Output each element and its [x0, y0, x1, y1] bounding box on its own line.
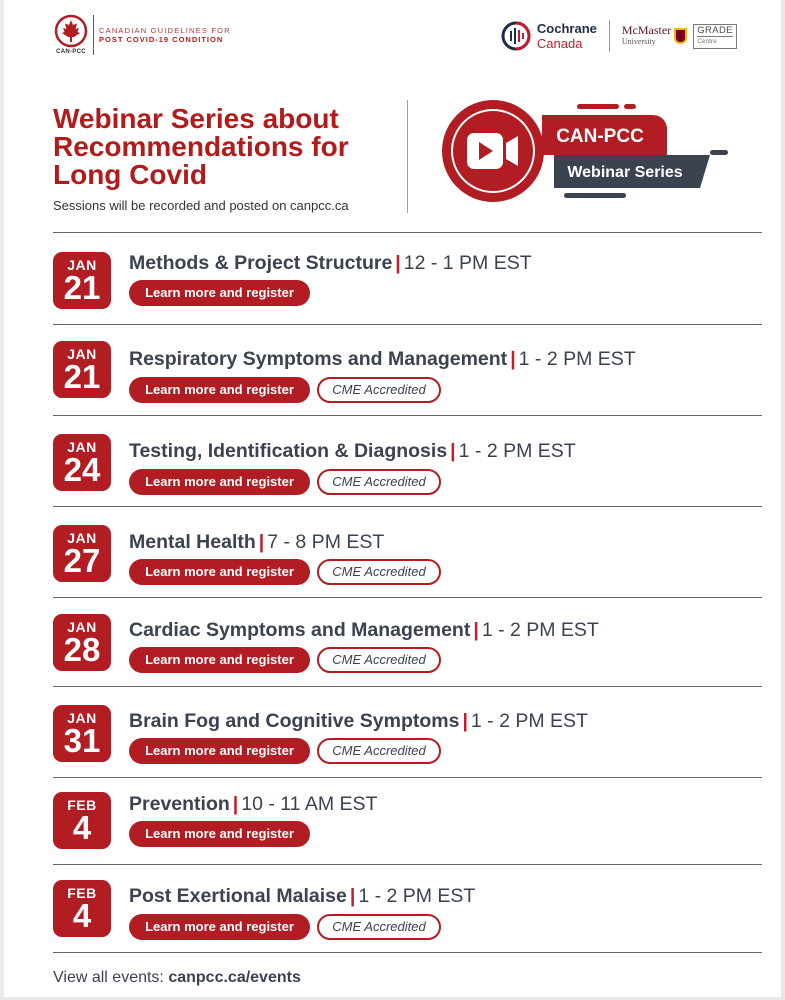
divider-line — [53, 232, 762, 233]
canpcc-logo — [52, 14, 231, 55]
date-month: JAN — [67, 619, 97, 635]
register-button[interactable]: Learn more and register — [129, 647, 310, 673]
badge-deco-line — [564, 193, 626, 198]
date-badge — [53, 705, 111, 762]
cochrane-icon — [501, 21, 531, 51]
session-name: Testing, Identification & Diagnosis — [129, 440, 448, 462]
session-title — [129, 885, 475, 908]
grade-centre-label: Centre — [697, 36, 733, 47]
date-badge — [53, 792, 111, 849]
session-title — [129, 793, 377, 816]
register-button[interactable]: Learn more and register — [129, 559, 310, 585]
date-day: 27 — [63, 542, 101, 579]
title-separator: | — [450, 440, 456, 462]
date-month: JAN — [67, 346, 97, 362]
date-month: JAN — [67, 257, 97, 273]
register-button[interactable]: Learn more and register — [129, 280, 310, 306]
date-day: 28 — [63, 631, 101, 668]
partner-logos — [501, 20, 737, 52]
hero-divider — [407, 100, 408, 213]
session-time: 1 - 2 PM EST — [470, 710, 588, 732]
date-day: 21 — [63, 269, 101, 306]
partner-divider — [609, 20, 610, 52]
session-name: Cardiac Symptoms and Management — [129, 619, 471, 641]
grade-centre-logo — [693, 24, 737, 49]
date-badge — [53, 434, 111, 491]
cme-accredited-badge: CME Accredited — [317, 914, 441, 940]
grade-label: GRADE — [697, 24, 733, 36]
session-title — [129, 252, 532, 275]
badge-top-text: CAN-PCC — [556, 126, 644, 147]
cme-accredited-badge: CME Accredited — [317, 738, 441, 764]
session-name: Methods & Project Structure — [129, 252, 393, 274]
session-time: 1 - 2 PM EST — [358, 885, 476, 907]
cme-accredited-badge: CME Accredited — [317, 377, 441, 403]
badge-deco-line — [710, 150, 728, 155]
badge-deco-line — [624, 104, 636, 109]
cme-accredited-badge: CME Accredited — [317, 469, 441, 495]
date-month: JAN — [67, 439, 97, 455]
divider-line — [53, 864, 762, 865]
date-badge — [53, 614, 111, 671]
session-title — [129, 531, 384, 554]
divider-line — [53, 686, 762, 687]
divider-line — [53, 777, 762, 778]
register-button[interactable]: Learn more and register — [129, 377, 310, 403]
date-month: JAN — [67, 710, 97, 726]
session-time: 10 - 11 AM EST — [241, 793, 378, 815]
title-separator: | — [232, 793, 239, 815]
session-time: 7 - 8 PM EST — [267, 531, 385, 553]
page — [4, 0, 781, 997]
mcmaster-name: McMaster — [621, 23, 672, 37]
cochrane-country: Canada — [536, 36, 583, 51]
canpcc-abbr: CAN-PCC — [56, 49, 86, 55]
session-name: Brain Fog and Cognitive Symptoms — [129, 710, 460, 732]
mcmaster-shield-icon — [674, 28, 687, 44]
session-name: Prevention — [129, 793, 230, 815]
register-button[interactable]: Learn more and register — [129, 469, 310, 495]
divider-line — [53, 324, 762, 325]
date-badge — [53, 880, 111, 937]
register-button[interactable]: Learn more and register — [129, 914, 310, 940]
date-month: JAN — [67, 530, 97, 546]
title-separator: | — [258, 531, 265, 553]
session-time: 1 - 2 PM EST — [518, 348, 636, 370]
cochrane-name: Cochrane — [536, 21, 597, 36]
date-day: 4 — [72, 809, 92, 846]
session-time: 1 - 2 PM EST — [481, 619, 599, 641]
session-name: Respiratory Symptoms and Management — [129, 348, 508, 370]
events-link[interactable]: canpcc.ca/events — [168, 969, 301, 986]
org-name-line1: CANADIAN GUIDELINES FOR — [99, 25, 231, 35]
footer-label: View all events: — [53, 969, 164, 986]
session-title — [129, 348, 636, 371]
cme-accredited-badge: CME Accredited — [317, 559, 441, 585]
session-title — [129, 619, 599, 642]
page-title: Webinar Series about Recommendations for Long Covid — [53, 103, 349, 190]
maple-leaf-icon — [52, 14, 90, 55]
date-day: 31 — [63, 722, 101, 759]
divider-line — [53, 597, 762, 598]
title-separator: | — [462, 710, 468, 732]
session-title — [129, 440, 576, 463]
session-time: 12 - 1 PM EST — [403, 252, 532, 274]
webinar-series-badge — [442, 100, 742, 205]
date-badge — [53, 341, 111, 398]
title-separator: | — [510, 348, 516, 370]
date-badge — [53, 525, 111, 582]
divider-line — [53, 952, 762, 953]
divider-line — [53, 506, 762, 507]
session-title — [129, 710, 588, 733]
cme-accredited-badge: CME Accredited — [317, 647, 441, 673]
page-subtitle: Sessions will be recorded and posted on canpcc.ca — [53, 198, 349, 213]
session-name: Mental Health — [129, 531, 256, 553]
divider-line — [53, 415, 762, 416]
session-name: Post Exertional Malaise — [129, 885, 347, 907]
mcmaster-logo — [622, 25, 671, 47]
date-badge — [53, 252, 111, 309]
mcmaster-university: University — [621, 37, 656, 46]
badge-bottom-text: Webinar Series — [567, 164, 683, 181]
title-separator: | — [473, 619, 479, 641]
date-month: FEB — [67, 885, 97, 901]
register-button[interactable]: Learn more and register — [129, 738, 310, 764]
date-day: 4 — [72, 897, 92, 934]
logo-divider — [93, 15, 94, 55]
date-month: FEB — [67, 797, 97, 813]
badge-deco-line — [577, 104, 619, 109]
date-day: 24 — [63, 451, 101, 488]
register-button[interactable]: Learn more and register — [129, 821, 310, 847]
footer — [53, 969, 301, 987]
date-day: 21 — [63, 358, 101, 395]
org-name-line2: POST COVID-19 CONDITION — [99, 34, 224, 44]
title-separator: | — [349, 885, 356, 907]
cochrane-logo — [501, 21, 597, 51]
title-separator: | — [395, 252, 401, 274]
session-time: 1 - 2 PM EST — [458, 440, 576, 462]
